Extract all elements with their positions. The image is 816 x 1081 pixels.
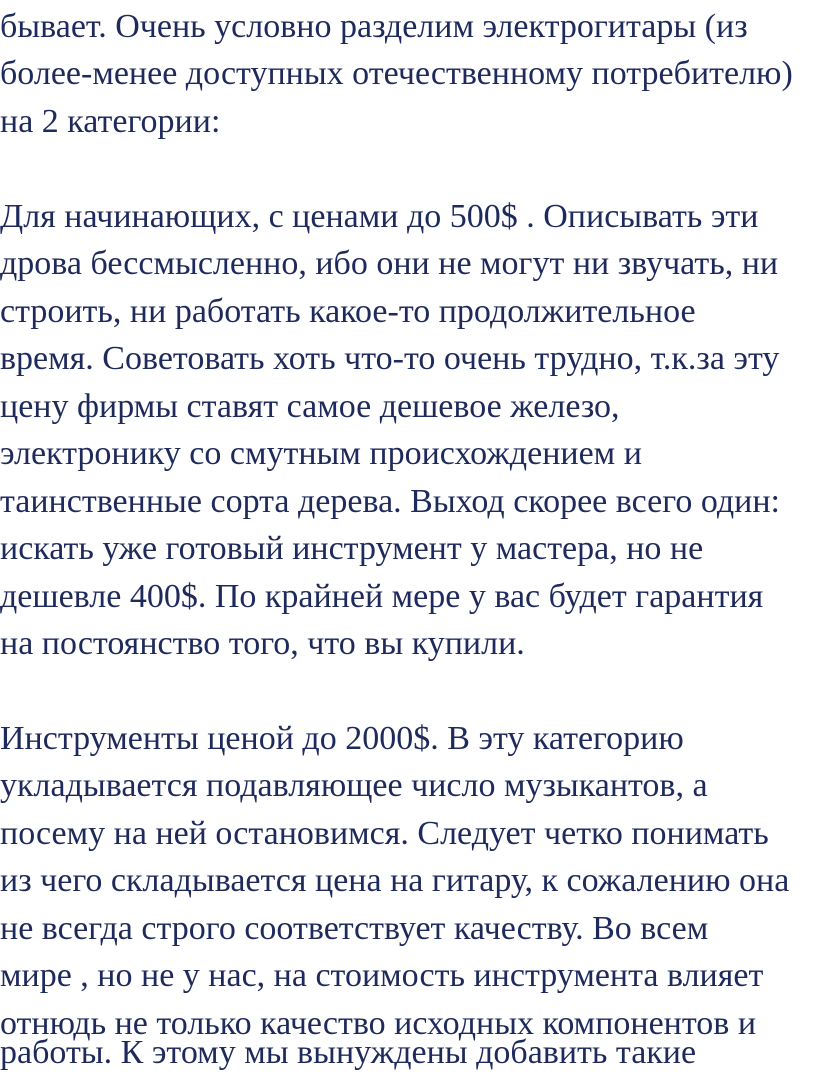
text-line: из чего складывается цена на гитару, к сожалению она [0,862,790,899]
text-line: более-менее доступных отечественному потребителю) [0,55,793,92]
text-line: электронику со смутным происхождением и [0,435,642,472]
text-line: строить, ни работать какое-то продолжительное [0,293,696,330]
text-line: цену фирмы ставят самое дешевое железо, [0,388,620,425]
text-line: таинственные сорта дерева. Выход скорее всего один: [0,483,780,520]
text-line: время. Советовать хоть что-то очень трудно, т.к.за эту [0,340,780,377]
text-line: на постоянство того, что вы купили. [0,625,525,662]
text-line: посему на ней остановимся. Следует четко понимать [0,815,769,852]
text-line: дешевле 400$. По крайней мере у вас будет гарантия [0,578,764,615]
text-line: дрова бессмысленно, ибо они не могут ни звучать, ни [0,245,779,282]
text-line: мире , но не у нас, на стоимость инструмента влияет [0,957,764,994]
text-line: на 2 категории: [0,103,221,140]
text-line: Инструменты ценой до 2000$. В эту категорию [0,720,684,757]
text-line: не всегда строго соответствует качеству. Во всем [0,910,709,947]
text-line: искать уже готовый инструмент у мастера, но не [0,530,704,567]
text-line: бывает. Очень условно разделим электрогитары (из [0,8,748,45]
text-line: укладывается подавляющее число музыкантов, а [0,767,708,804]
text-line: отнюдь не только качество исходных компонентов и [0,1005,757,1042]
text-line: работы. К этому мы вынуждены добавить такие [0,1034,697,1071]
text-line: Для начинающих, с ценами до 500$ . Описывать эти [0,198,759,235]
